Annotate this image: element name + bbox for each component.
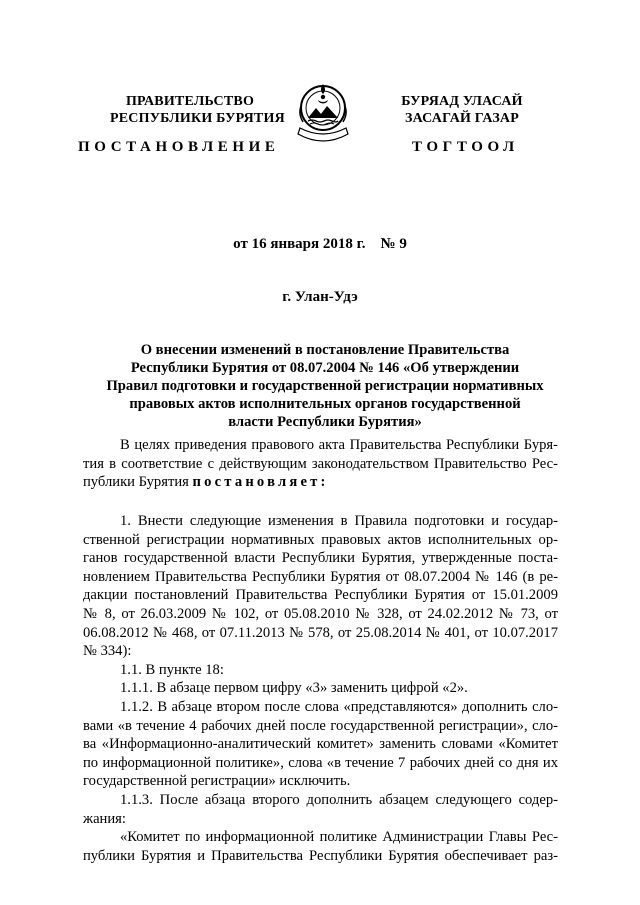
item-1-line: новлением Правительства Республики Бурятия от 08.07.2004 № 146 (в ре- — [83, 568, 558, 585]
title-line: О внесении изменений в постановление Правительства — [140, 342, 510, 358]
item-1-line: дакции постановлений Правительства Республики Бурятия от 15.01.2009 — [83, 587, 558, 604]
quote-line: публики Бурятия и Правительства Республики Бурятия обеспечивает раз- — [83, 847, 558, 864]
item-1-line: 1. Внести следующие изменения в Правила подготовки и государ- — [120, 513, 558, 529]
title-line: власти Республики Бурятия» — [228, 414, 422, 430]
document-title — [90, 341, 560, 431]
quote-line: «Комитет по информационной политике Администрации Главы Рес- — [120, 829, 558, 846]
item-1-1-1: 1.1.1. В абзаце первом цифру «3» заменить цифрой «2». — [120, 680, 468, 697]
item-1-line: № 8, от 26.03.2009 № 102, от 05.08.2010 № 328, от 24.02.2012 № 73, от — [83, 605, 558, 622]
government-name-buryat — [382, 93, 542, 127]
government-name-line1: ПРАВИТЕЛЬСТВО — [125, 94, 255, 109]
title-line: Правил подготовки и государственной регистрации нормативных — [106, 378, 544, 394]
document-date-number: от 16 января 2018 г. № 9 — [233, 236, 407, 252]
preamble-line: тия в соответствие с действующим законодательством Правительство Рес- — [83, 455, 558, 472]
government-name-buryat-line1: БУРЯАД УЛАСАЙ — [401, 94, 523, 109]
government-name-russian — [110, 93, 285, 127]
item-1-line: № 334): — [83, 643, 132, 660]
item-1-1-2-line: государственной регистрации» исключить. — [83, 773, 351, 790]
item-1-line: ганов государственной власти Республики Бурятия, утвержденные поста- — [83, 550, 558, 567]
preamble-text: публики Бурятия — [83, 474, 189, 491]
resolution-items — [83, 512, 558, 865]
document-type-buryat: ТОГТООЛ — [412, 139, 519, 155]
document-type-russian: ПОСТАНОВЛЕНИЕ — [78, 139, 280, 155]
item-1-1-2-line: 1.1.2. В абзаце втором после слова «представляются» дополнить сло- — [120, 698, 558, 715]
document-city: г. Улан-Удэ — [282, 289, 358, 305]
item-1-line: ственной регистрации нормативных правовых актов исполнительных ор- — [83, 531, 558, 548]
government-name-line2: РЕСПУБЛИКИ БУРЯТИЯ — [110, 111, 285, 126]
preamble-line: В целях приведения правового акта Правительства Республики Буря- — [120, 437, 558, 453]
item-1-1-2-line: вами «в течение 4 рабочих дней после государственной регистрации», сло- — [83, 717, 558, 734]
government-name-buryat-line2: ЗАСАГАЙ ГАЗАР — [404, 111, 519, 126]
title-line: Республики Бурятия от 08.07.2004 № 146 «Об утверждении — [130, 360, 520, 376]
item-1-1-2-line: ва «Информационно-аналитический комитет» заменить словами «Комитет — [83, 736, 558, 753]
resolution-verb: постановляет: — [192, 474, 329, 491]
item-1-1: 1.1. В пункте 18: — [120, 661, 224, 678]
item-1-1-2-line: по информационной политике», слова «в течение 7 рабочих дней со дня их — [83, 754, 558, 771]
item-1-1-3-line: жания: — [83, 810, 126, 827]
item-1-1-3-line: 1.1.3. После абзаца второго дополнить абзацем следующего содер- — [120, 791, 558, 808]
item-1-line: 06.08.2012 № 468, от 07.11.2013 № 578, от 25.08.2014 № 401, от 10.07.2017 — [83, 624, 558, 641]
title-line: правовых актов исполнительных органов государственной — [129, 396, 521, 412]
coat-of-arms-icon — [294, 78, 352, 148]
preamble-paragraph — [83, 436, 558, 492]
preamble-line — [83, 473, 558, 492]
